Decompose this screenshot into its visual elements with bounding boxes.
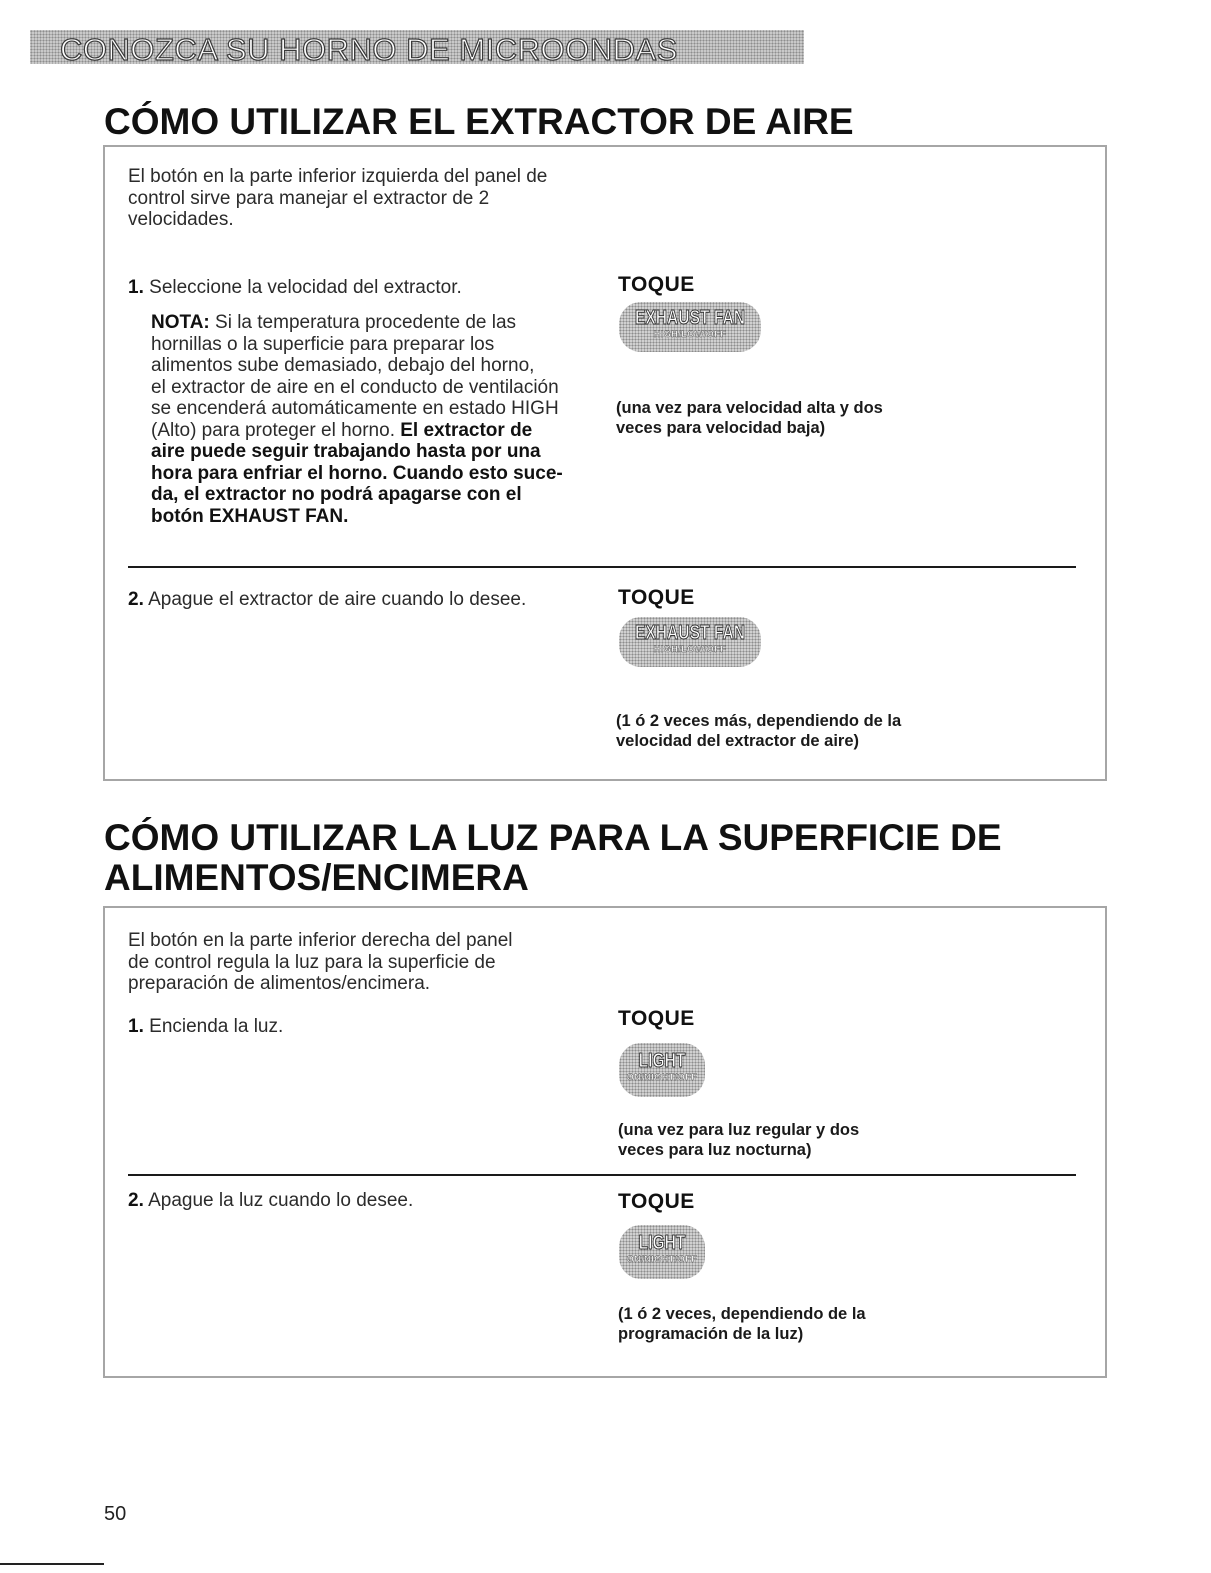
s2-step-divider [128, 1174, 1076, 1176]
footer-rule [0, 1563, 104, 1565]
s2-step1-toque: TOQUE [618, 1007, 695, 1030]
section1-intro: El botón en la parte inferior izquierda del panel de control sirve para manejar el extractor de 2 velocidades. [128, 166, 548, 230]
page-number: 50 [104, 1503, 127, 1525]
section2-title: CÓMO UTILIZAR LA LUZ PARA LA SUPERFICIE DE ALIMENTOS/ENCIMERA [104, 817, 1002, 898]
exhaust-fan-button[interactable] [619, 302, 761, 352]
exhaust-fan-button-label: EXHAUST FAN [634, 307, 746, 329]
light-button-sublabel: ON/NIGHT/OFF [626, 1072, 698, 1082]
s1-step1-note: NOTA: Si la temperatura procedente de las hornillas o la superficie para preparar los alimentos sube demasiado, debajo del horno, el extractor de aire en el conducto de ventilación se encenderá automáticamente en estado HIGH (Alto) para proteger el horno. El extractor de aire puede seguir trabajando hasta por una hora para enfriar el horno. Cuando esto suce- da, el extractor no podrá apagarse con el botón EXHAUST FAN. [151, 312, 563, 527]
light-button[interactable] [619, 1043, 705, 1097]
light-button-2-sublabel: ON/NIGHT/OFF [626, 1254, 698, 1264]
section1-title: CÓMO UTILIZAR EL EXTRACTOR DE AIRE [104, 101, 854, 142]
light-button-2-label: LIGHT [638, 1232, 686, 1254]
section-banner [30, 30, 804, 64]
s1-step2-text: 2. Apague el extractor de aire cuando lo desee. [128, 589, 527, 610]
s1-step1-button-note: (una vez para velocidad alta y dos veces para velocidad baja) [616, 399, 883, 437]
s2-step2-button-note: (1 ó 2 veces, dependiendo de la programación de la luz) [618, 1305, 866, 1343]
light-button-label: LIGHT [638, 1050, 686, 1072]
s1-step1-text: 1. Seleccione la velocidad del extractor. [128, 277, 462, 298]
s2-step2-text: 2. Apague la luz cuando lo desee. [128, 1190, 414, 1211]
exhaust-fan-button-2[interactable] [619, 617, 761, 667]
exhaust-fan-button-sublabel: HIGH/LOW/OFF [653, 329, 727, 339]
light-button-2[interactable] [619, 1225, 705, 1279]
s2-step1-text: 1. Encienda la luz. [128, 1016, 284, 1037]
s2-step1-button-note: (una vez para luz regular y dos veces para luz nocturna) [618, 1121, 860, 1159]
s1-step1-toque: TOQUE [618, 273, 695, 296]
exhaust-fan-button-2-sublabel: HIGH/LOW/OFF [653, 644, 727, 654]
banner-text: CONOZCA SU HORNO DE MICROONDAS [60, 32, 678, 64]
s1-step2-button-note: (1 ó 2 veces más, dependiendo de la velocidad del extractor de aire) [616, 712, 902, 750]
s1-step2-toque: TOQUE [618, 586, 695, 609]
s1-step-divider [128, 566, 1076, 568]
section2-intro: El botón en la parte inferior derecha del panel de control regula la luz para la superficie de preparación de alimentos/encimera. [128, 930, 513, 994]
exhaust-fan-button-2-label: EXHAUST FAN [634, 622, 746, 644]
s2-step2-toque: TOQUE [618, 1190, 695, 1213]
